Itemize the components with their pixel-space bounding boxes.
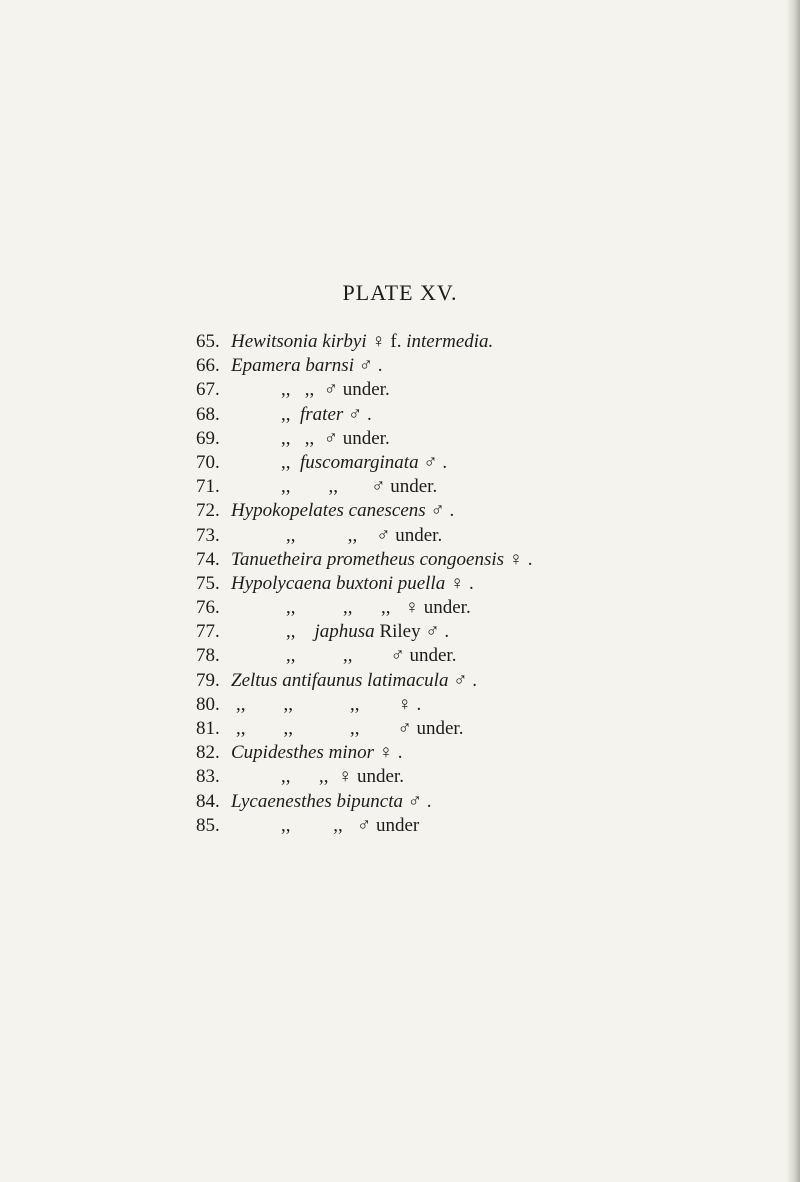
species-name: frater [300,403,344,425]
caption-row [196,548,796,572]
caption-row [196,354,796,378]
caption-text: ,, ,, ♂ under. [281,379,390,401]
figure-caption [231,548,533,572]
caption-text: ,, ,, ♂ under. [281,476,438,498]
caption-text: ,, ,, ♂ under. [281,427,390,449]
figure-caption [231,499,454,523]
species-name: Cupidesthes minor [231,742,375,764]
figure-number: 84. [196,790,220,812]
species-name: Epamera barnsi [231,355,354,377]
caption-row [196,596,796,620]
caption-row [196,475,796,499]
caption-row [196,717,796,741]
figure-number: 81. [196,718,220,739]
caption-row [196,790,796,814]
caption-text: ♀ . [374,742,403,764]
caption-row [196,403,796,427]
species-name: intermedia. [406,331,494,352]
figure-caption [236,717,463,741]
figure-number: 68. [196,403,220,425]
figure-caption [286,596,471,620]
figure-number: 71. [196,476,220,498]
species-name: japhusa [314,621,375,643]
species-name: fuscomarginata [300,451,419,473]
caption-text: ♂ . [425,500,455,522]
caption-row [196,620,796,644]
caption-text: ♂ . [353,355,383,377]
species-name: Hewitsonia kirbyi [231,331,367,352]
figure-number: 65. [196,331,220,352]
figure-caption [281,403,372,427]
caption-text: ,, ,, ♂ under. [286,524,443,546]
figure-number: 76. [196,597,220,619]
caption-row [196,765,796,789]
caption-text: ♀ . [445,572,474,594]
caption-row [196,669,796,693]
caption-text: ,, [281,451,300,473]
species-name: Hypolycaena buxtoni puella [231,572,446,594]
caption-text: ♂ . [402,790,432,812]
caption-text: ,, [281,403,300,425]
caption-text: ,, ,, ,, ♂ under. [236,718,464,739]
figure-number: 77. [196,621,220,643]
caption-text: ♂ . [448,669,477,691]
figure-caption [286,644,456,668]
caption-text: ♀ f. [366,331,407,352]
species-name: Hypokopelates canescens [231,500,426,522]
figure-caption [281,814,419,838]
figure-caption [231,572,474,596]
caption-text: ,, ,, ♂ under. [286,645,457,667]
caption-text: Riley ♂ . [374,621,450,643]
figure-number: 72. [196,500,220,522]
species-name: Tanuetheira prometheus congoensis [231,548,505,570]
caption-text: ,, ,, ,, ♀ . [236,693,422,715]
figure-number: 78. [196,645,220,667]
figure-number: 70. [196,451,220,473]
caption-row [196,644,796,668]
figure-number: 66. [196,355,220,377]
figure-caption [231,354,382,378]
caption-row [196,693,796,717]
species-name: Lycaenesthes bipuncta [231,790,403,812]
figure-caption [231,790,431,814]
caption-row [196,814,796,838]
figure-caption [231,330,493,354]
caption-row [196,499,796,523]
caption-text: ,, ,, ♀ under. [281,766,404,788]
figure-number: 80. [196,693,220,715]
caption-text: ,, ,, ♂ under [281,814,420,836]
caption-row [196,427,796,451]
caption-text: ,, ,, ,, ♀ under. [286,597,471,619]
plate-title: PLATE XV. [342,280,458,305]
caption-text: ,, [286,621,315,643]
figure-caption [286,524,442,548]
figure-number: 75. [196,572,220,594]
figure-number: 73. [196,524,220,546]
figure-number: 67. [196,379,220,401]
plate-caption-list [196,330,796,838]
figure-caption [281,451,447,475]
caption-row [196,378,796,402]
figure-number: 74. [196,548,220,570]
figure-caption [286,620,449,644]
figure-caption [281,427,390,451]
caption-text: ♂ . [418,451,448,473]
figure-caption [281,765,404,789]
caption-row [196,524,796,548]
caption-row [196,451,796,475]
figure-caption [281,475,437,499]
caption-text: ♂ . [343,403,372,425]
caption-row [196,741,796,765]
figure-caption [231,669,477,693]
figure-number: 69. [196,427,220,449]
figure-number: 85. [196,814,220,836]
caption-text: ♀ . [504,548,533,570]
species-name: Zeltus antifaunus latimacula [231,669,449,691]
figure-number: 82. [196,742,220,764]
caption-row [196,572,796,596]
figure-number: 79. [196,669,220,691]
figure-caption [231,741,403,765]
figure-caption [236,693,421,717]
figure-caption [281,378,390,402]
caption-row [196,330,796,354]
figure-number: 83. [196,766,220,788]
